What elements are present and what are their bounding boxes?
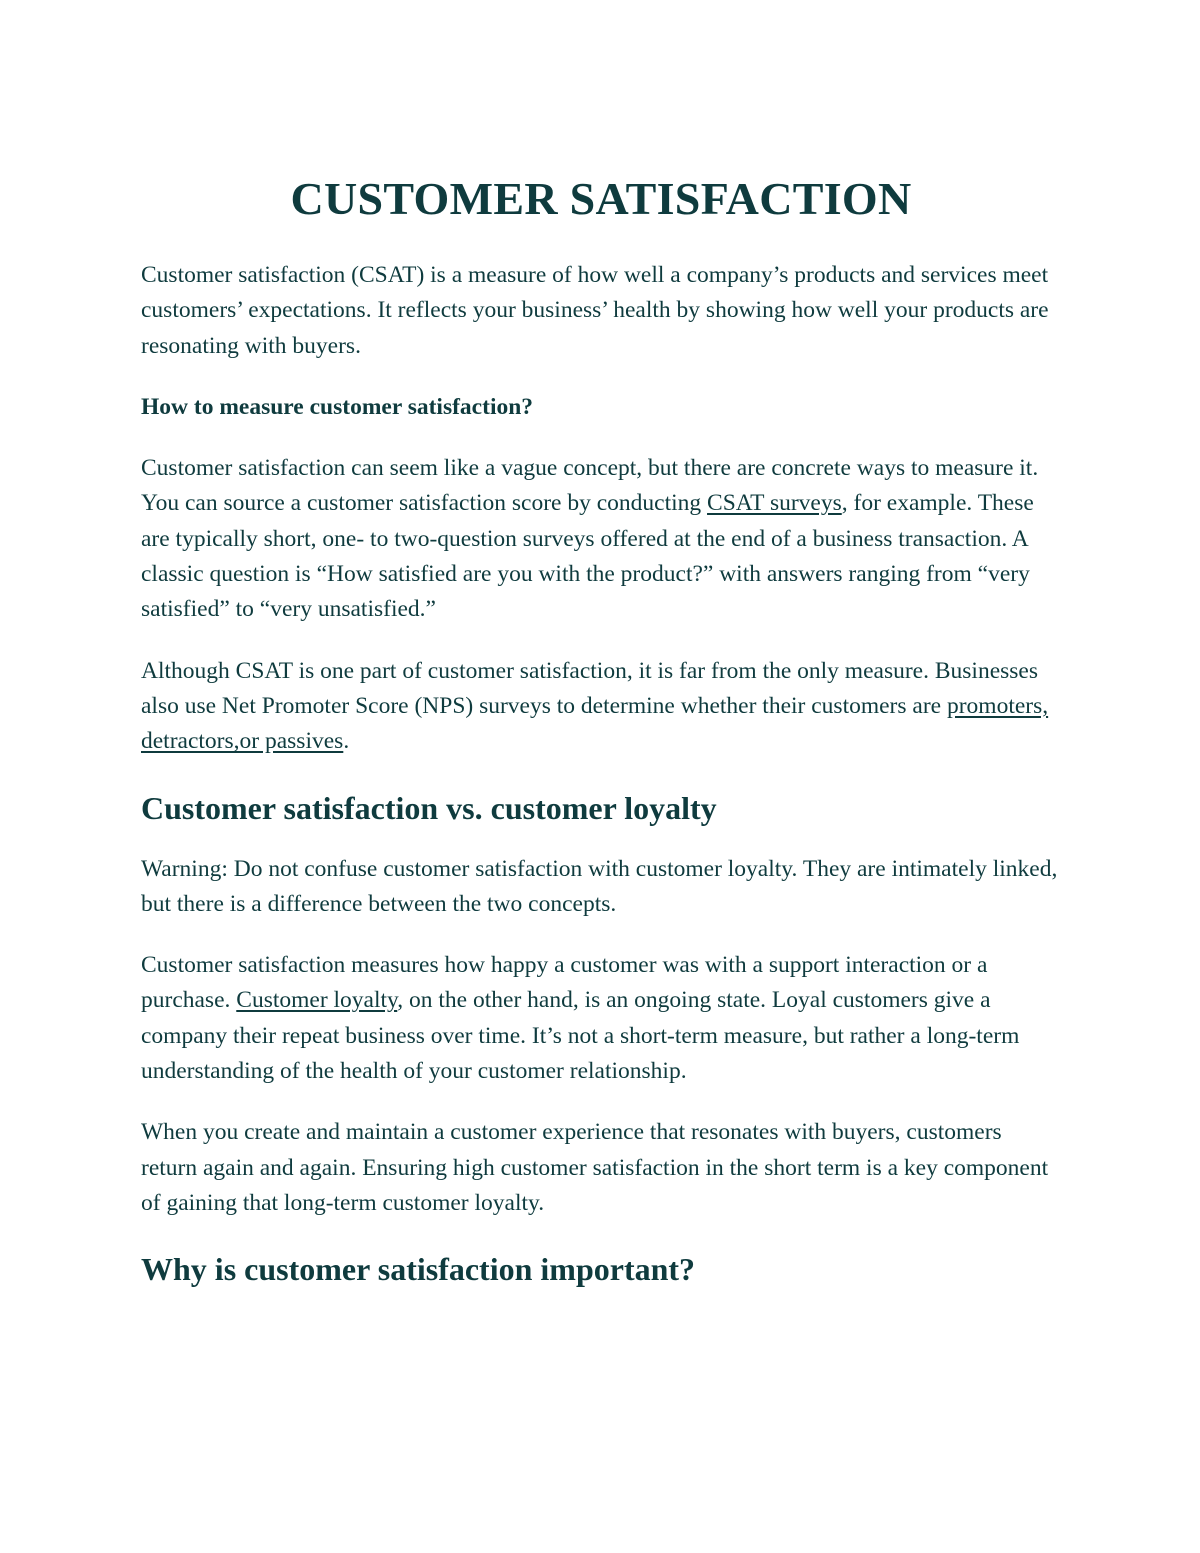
warning-paragraph: Warning: Do not confuse customer satisfaction with customer loyalty. They are intimately linked, but there is a difference between the two concepts.	[141, 855, 1058, 917]
paragraph-text: Although CSAT is one part of customer satisfaction, it is far from the only measure. Businesses also use Net Promoter Score (NPS) surveys to determine whether their customers are	[141, 657, 1038, 719]
paragraph-text: .	[343, 728, 350, 755]
paragraph-text: , on the other hand, is an ongoing state. Loyal customers give a company their repeat business over time. It’s not a short-term measure, but rather a long-term understanding of the health of your customer relationship.	[141, 987, 1020, 1085]
experience-paragraph: When you create and maintain a customer experience that resonates with buyers, customers return again and again. Ensuring high customer satisfaction in the short term is a key component of gaining that long-term customer loyalty.	[141, 1119, 1049, 1216]
paragraph-text: , for example. These are typically short, one- to two-question surveys offered at the end of a business transaction. A classic question is “How satisfied are you with the product?” with answers ranging from “very satisfied” to “very unsatisfied.”	[141, 490, 1034, 623]
csat-surveys-link[interactable]: CSAT surveys	[707, 490, 842, 517]
intro-paragraph: Customer satisfaction (CSAT) is a measure of how well a company’s products and services meet customers’ expectations. It reflects your business’ health by showing how well your products are resonating with buyers.	[141, 262, 1049, 359]
why-important-heading: Why is customer satisfaction important?	[141, 1251, 696, 1288]
how-to-measure-heading: How to measure customer satisfaction?	[141, 393, 534, 420]
customer-loyalty-link[interactable]: Customer loyalty	[236, 987, 398, 1014]
satisfaction-vs-loyalty-heading: Customer satisfaction vs. customer loyalty	[141, 789, 717, 826]
document-title: CUSTOMER SATISFACTION	[290, 173, 912, 224]
paragraph-text: Customer satisfaction can seem like a vague concept, but there are concrete ways to measure it. You can source a customer satisfaction score by conducting	[141, 455, 1039, 517]
nps-paragraph	[141, 654, 1061, 760]
paragraph-text: Customer satisfaction measures how happy a customer was with a support interaction or a purchase.	[141, 952, 988, 1014]
promoters-detractors-link[interactable]: promoters, detractors,or passives	[141, 692, 1049, 755]
csat-surveys-paragraph	[141, 451, 1061, 627]
loyalty-paragraph	[141, 948, 1061, 1089]
document-body	[141, 168, 1061, 1313]
